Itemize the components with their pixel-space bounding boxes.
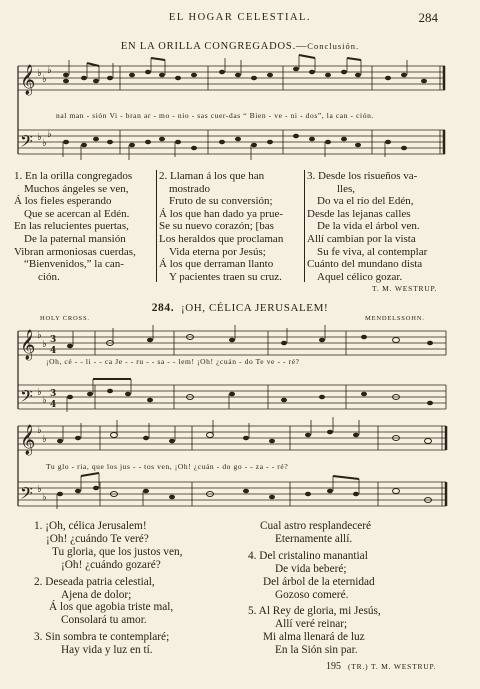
section-title-conclusion: Conclusión. (307, 41, 360, 51)
svg-text:𝄢: 𝄢 (20, 386, 33, 410)
tune-name: HOLY CROSS. (40, 315, 90, 322)
svg-text:♭: ♭ (37, 425, 42, 436)
verse-line: 2. Deseada patria celestial, (34, 575, 155, 588)
stanza-line: Los heraldos que proclaman (159, 232, 284, 245)
stanza-2 (159, 170, 304, 283)
svg-text:3: 3 (50, 335, 57, 345)
stanza-line: 2. Llaman á los que han (159, 170, 265, 182)
verse-line: De vida beberé; (275, 562, 347, 575)
column-rule (156, 170, 157, 282)
music-system-3 (0, 422, 480, 522)
svg-text:𝄞: 𝄞 (20, 330, 36, 360)
verse-line: 5. Al Rey de gloria, mi Jesús, (248, 605, 381, 618)
stanza-1 (14, 170, 154, 283)
credit-westrup: T. M. WESTRUP. (372, 284, 438, 293)
svg-text:𝄞: 𝄞 (20, 65, 36, 95)
verse-line: 1. ¡Oh, célica Jerusalem! (34, 520, 147, 532)
hymn-lyrics-line2: Tu glo - ria, que los jus - - tos ven, ¡Oh! ¿cuán - do go - - za - - ré? (46, 462, 289, 471)
svg-text:𝄢: 𝄢 (20, 131, 33, 155)
footer (326, 656, 436, 674)
stanza-line: 1. En la orilla congregados (14, 170, 133, 182)
stanza-line: lles, (337, 182, 356, 195)
svg-text:♭: ♭ (37, 68, 42, 79)
stanza-line: Que se acercan al Edén. (24, 207, 130, 220)
stanza-line: Cuánto del mundano dista (307, 258, 423, 271)
stanza-line: Y pacientes traen su cruz. (169, 270, 282, 283)
svg-text:♭: ♭ (42, 434, 47, 445)
stanza-line: Á los que derraman llanto (159, 258, 274, 271)
verse-line: Gozoso comeré. (275, 588, 349, 601)
music-system-2 (0, 325, 480, 425)
verse-line: 4. Del cristalino manantial (248, 549, 368, 562)
svg-text:♭: ♭ (37, 387, 42, 398)
stanza-line: Allí cambian por la vista (307, 232, 416, 245)
hymn-number: 284. (151, 302, 175, 314)
verse-line: ¡Oh! ¿cuándo gozaré? (61, 558, 161, 571)
verse-line: En la Sión sin par. (275, 644, 358, 657)
score1-lyrics: nal man - sión Vi - bran ar - mo - nio - sas cuer-das “ Bien - ve - ni - dos”, la can - ción. (56, 111, 374, 120)
stanza-line: ción. (38, 270, 60, 283)
verse-line: Tu gloria, que los justos ven, (52, 545, 183, 558)
verse-line: Allí veré reinar; (275, 618, 348, 631)
stanza-line: Muchos ángeles se ven, (24, 182, 129, 195)
svg-text:𝄢: 𝄢 (20, 483, 33, 507)
stanza-line: mostrado (169, 182, 210, 195)
svg-text:♭: ♭ (37, 484, 42, 495)
svg-text:♭: ♭ (42, 74, 47, 85)
stanza-line: Vibran armoniosas cuerdas, (14, 245, 136, 258)
hymn-title (0, 302, 480, 314)
section-title-main: EN LA ORILLA CONGREGADOS.— (120, 41, 308, 52)
stanza-line: Desde las lejanas calles (307, 207, 411, 220)
verses-left-column (34, 520, 234, 657)
verse-line: Cual astro resplandeceré (260, 520, 372, 532)
verse-line: ¡Oh! ¿cuándo Te veré? (46, 532, 149, 545)
stanza-line: Á los fieles esperando (14, 195, 112, 208)
svg-text:4: 4 (50, 346, 57, 356)
stanza-3 (307, 170, 452, 283)
svg-text:♭: ♭ (47, 129, 52, 140)
svg-text:3: 3 (50, 389, 57, 399)
svg-text:♭: ♭ (42, 339, 47, 350)
verse-line: Hay vida y luz en tí. (61, 644, 153, 657)
stanza-line: 3. Desde los risueños va- (307, 170, 418, 182)
svg-text:𝄞: 𝄞 (20, 425, 36, 455)
verse-line: Á los que agobia triste mal, (49, 601, 174, 614)
hymn-lyrics-line1: ¡Oh, cé - - li - - ca Je - - ru - - sa - - lem! ¡Oh! ¿cuán - do Te ve - - ré? (46, 357, 300, 366)
verse-line: 3. Sin sombra te contemplaré; (34, 631, 170, 644)
svg-text:4: 4 (50, 400, 57, 410)
svg-text:♭: ♭ (42, 492, 47, 503)
svg-text:♭: ♭ (47, 65, 52, 76)
stanza-line: Á los que han dado ya prue- (159, 207, 284, 220)
stanza-line: “Bienvenidos,” la can- (24, 258, 124, 271)
stanza-line: De la paternal mansión (24, 232, 126, 245)
verse-line: Ajena de dolor; (61, 588, 132, 601)
svg-text:♭: ♭ (37, 330, 42, 341)
column-rule (304, 170, 305, 282)
svg-text:♭: ♭ (37, 132, 42, 143)
stanza-line: Fruto de su conversión; (169, 195, 273, 208)
composer: MENDELSSOHN. (365, 315, 425, 322)
stanza-line: En las relucientes puertas, (14, 220, 129, 233)
section-title (0, 41, 480, 52)
stanza-line: De la vida el árbol ven. (317, 220, 420, 233)
stanza-line: Aquel célico gozar. (317, 270, 403, 283)
footer-number: 195 (326, 661, 341, 672)
running-title: EL HOGAR CELESTIAL. (168, 12, 312, 23)
footer-credit: (TR.) T. M. WESTRUP. (348, 662, 437, 671)
stanza-line: Su fe viva, al contemplar (317, 245, 428, 258)
page-number: 284 (418, 10, 438, 25)
hymn-title-text: ¡OH, CÉLICA JERUSALEM! (180, 302, 329, 314)
svg-text:♭: ♭ (42, 138, 47, 149)
verse-line: Del árbol de la eternidad (263, 575, 375, 588)
svg-text:♭: ♭ (42, 395, 47, 406)
verses-right-column (248, 520, 458, 657)
verse-line: Consolará tu amor. (61, 614, 147, 627)
verse-line: Mi alma llenará de luz (263, 631, 365, 644)
stanza-line: Se su nuevo corazón; [bas (159, 220, 274, 233)
stanza-line: Vida eterna por Jesús; (169, 245, 266, 258)
verse-line: Eternamente allí. (275, 532, 353, 545)
stanza-line: Do va el río del Edén, (317, 195, 414, 208)
